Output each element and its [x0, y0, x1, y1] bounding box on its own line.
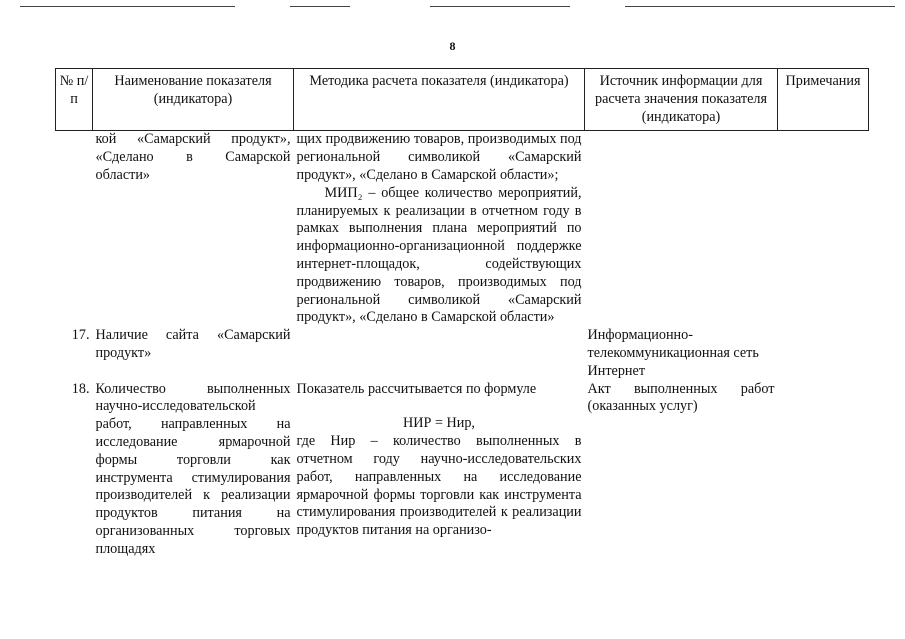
method-formula: НИР = Нир,: [403, 415, 475, 432]
row-number: [56, 131, 93, 327]
row-calculation-method: [294, 327, 585, 380]
header-number: № п/п: [56, 69, 93, 131]
header-indicator-name: Наименование показателя (индикатора): [93, 69, 294, 131]
scan-top-line: [290, 6, 350, 7]
scan-top-line: [430, 6, 570, 7]
row-notes: [778, 131, 869, 327]
scan-top-line: [625, 6, 895, 7]
row-indicator-name: Наличие сайта «Самарский продукт»: [95, 327, 291, 361]
row-notes: [778, 381, 869, 559]
row-information-source: Акт выполненных работ (оказанных услуг): [587, 380, 775, 415]
table-row: [56, 131, 869, 327]
table-row: [56, 381, 869, 559]
method-text: МИП₂ – общее количество мероприятий, планируемых к реализации в отчетном году в рамках выполнения плана мероприятий по информационно-организационной поддержке интернет-площадок, содействующих продвижению товаров, производимых под региональной символикой «Самарский продукт», «Сделано в Самарской области»: [296, 184, 582, 326]
row-indicator-name: кой «Самарский продукт», «Сделано в Самарской области»: [95, 131, 291, 183]
page-number: 8: [449, 39, 456, 53]
row-number: 18.: [71, 380, 90, 397]
row-calculation-method: [294, 131, 585, 327]
method-text: щих продвижению товаров, производимых под региональной символикой «Самарский продукт», «Сделано в Самарской области»;: [296, 131, 582, 183]
indicators-table: [55, 68, 869, 559]
row-notes: [778, 327, 869, 380]
row-indicator-name: Количество выполненных научно-исследовательской работ, направленных на исследование ярмарочной формы торговли как инструмента стимулирования производителей к реализации продуктов питания на организованных торговых площадях: [95, 380, 291, 557]
header-information-source: Источник информации для расчета значения показателя (индикатора): [585, 69, 778, 131]
scan-top-line: [20, 6, 235, 7]
method-text: Показатель рассчитывается по формуле: [296, 380, 537, 397]
row-information-source: Информационно-телекоммуникационная сеть Интернет: [587, 327, 759, 379]
row-information-source: [585, 131, 778, 327]
row-calculation-method: [294, 381, 585, 559]
table-header-row: [56, 69, 869, 131]
method-text: где Нир – количество выполненных в отчетном году научно-исследовательских работ, направленных на исследование ярмарочной формы торговли как инструмента стимулирования производителей к реализации продуктов питания на организо-: [296, 433, 582, 539]
header-calculation-method: Методика расчета показателя (индикатора): [294, 69, 585, 131]
header-notes: Примечания: [778, 69, 869, 131]
row-number: 17.: [71, 327, 90, 344]
table-row: [56, 327, 869, 380]
